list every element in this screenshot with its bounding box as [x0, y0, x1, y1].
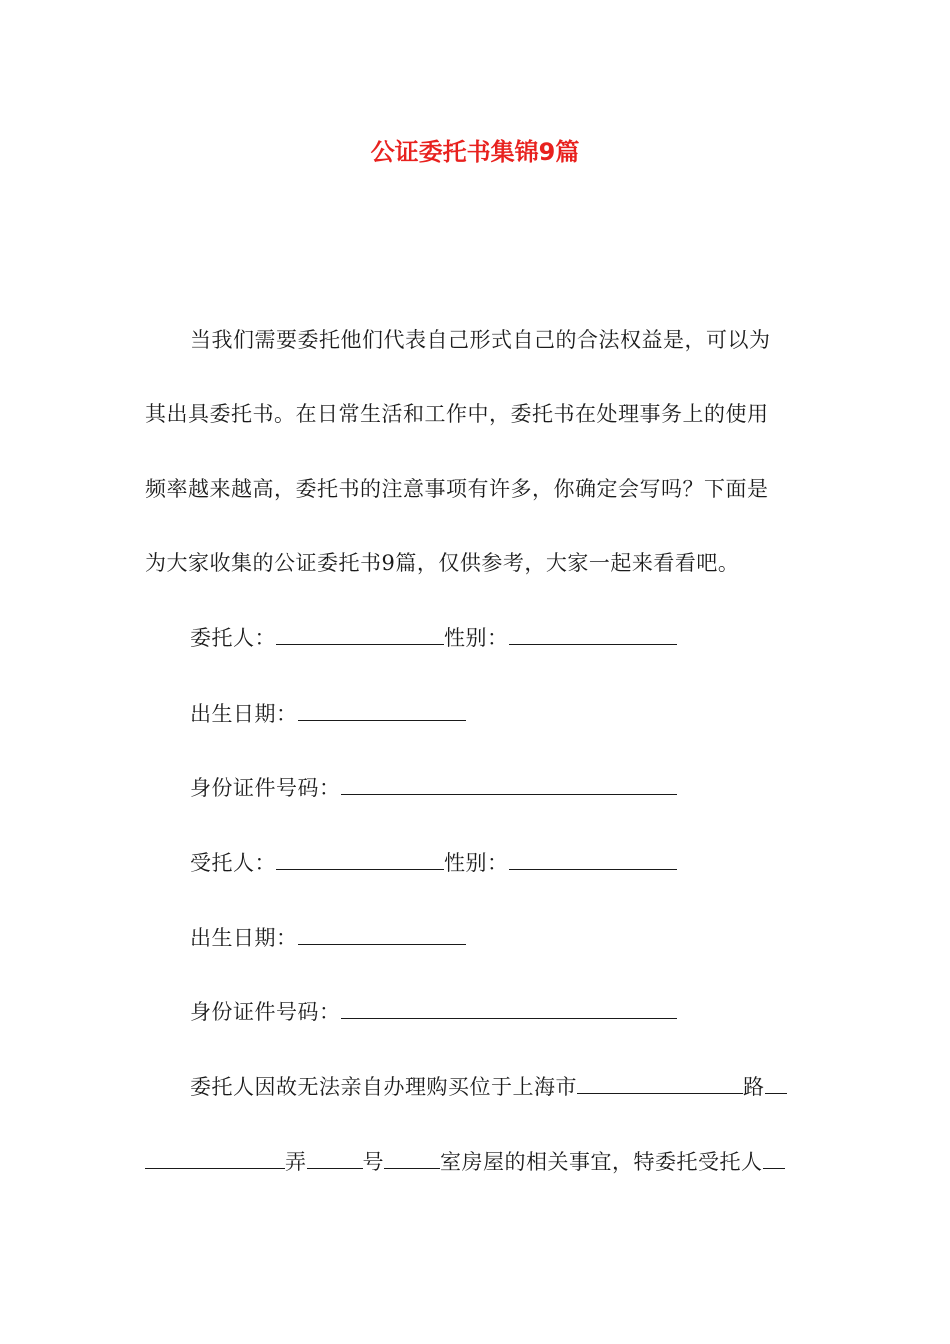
agent-gender-label: 性别： — [444, 851, 509, 875]
intro-line-2: 其出具委托书。在日常生活和工作中，委托书在处理事务上的使用 — [145, 402, 769, 426]
principal-id-label: 身份证件号码： — [190, 776, 341, 800]
agent-name-trailing-blank — [763, 1149, 785, 1169]
principal-gender-blank — [509, 625, 677, 645]
principal-name-blank — [276, 625, 444, 645]
road-continued-blank — [145, 1149, 285, 1169]
number-blank — [384, 1149, 440, 1169]
number-label: 号 — [362, 1150, 384, 1174]
intro-line-3: 频率越来越高，委托书的注意事项有许多，你确定会写吗？下面是 — [145, 477, 769, 501]
principal-label: 委托人： — [190, 626, 276, 650]
agent-gender-blank — [509, 850, 677, 870]
city-blank — [577, 1074, 743, 1094]
lane-blank — [307, 1149, 363, 1169]
lane-label: 弄 — [285, 1150, 307, 1174]
agent-birth-blank — [298, 925, 466, 945]
intro-line-4: 为大家收集的公证委托书9篇，仅供参考，大家一起来看看吧。 — [145, 551, 740, 575]
agent-label: 受托人： — [190, 851, 276, 875]
agent-row — [190, 848, 677, 878]
document-title: 公证委托书集锦9篇 — [370, 138, 580, 166]
principal-id-row — [190, 773, 677, 803]
principal-birth-label: 出生日期： — [190, 702, 298, 726]
agent-id-blank — [341, 999, 677, 1019]
body-line-2 — [145, 1147, 785, 1177]
agent-id-row — [190, 997, 677, 1027]
road-blank — [765, 1074, 787, 1094]
principal-gender-label: 性别： — [444, 626, 509, 650]
agent-birth-label: 出生日期： — [190, 926, 298, 950]
principal-birth-blank — [298, 701, 466, 721]
intro-line-1: 当我们需要委托他们代表自己形式自己的合法权益是，可以为 — [190, 328, 771, 352]
body-line-2-text: 室房屋的相关事宜，特委托受托人 — [440, 1150, 763, 1174]
body-line-1 — [190, 1072, 787, 1102]
principal-row — [190, 623, 677, 653]
agent-name-blank — [276, 850, 444, 870]
agent-birth-row — [190, 923, 466, 953]
principal-birth-row — [190, 699, 466, 729]
agent-id-label: 身份证件号码： — [190, 1000, 341, 1024]
body-line-1-text: 委托人因故无法亲自办理购买位于上海市 — [190, 1075, 577, 1099]
road-label: 路 — [743, 1075, 765, 1099]
principal-id-blank — [341, 775, 677, 795]
